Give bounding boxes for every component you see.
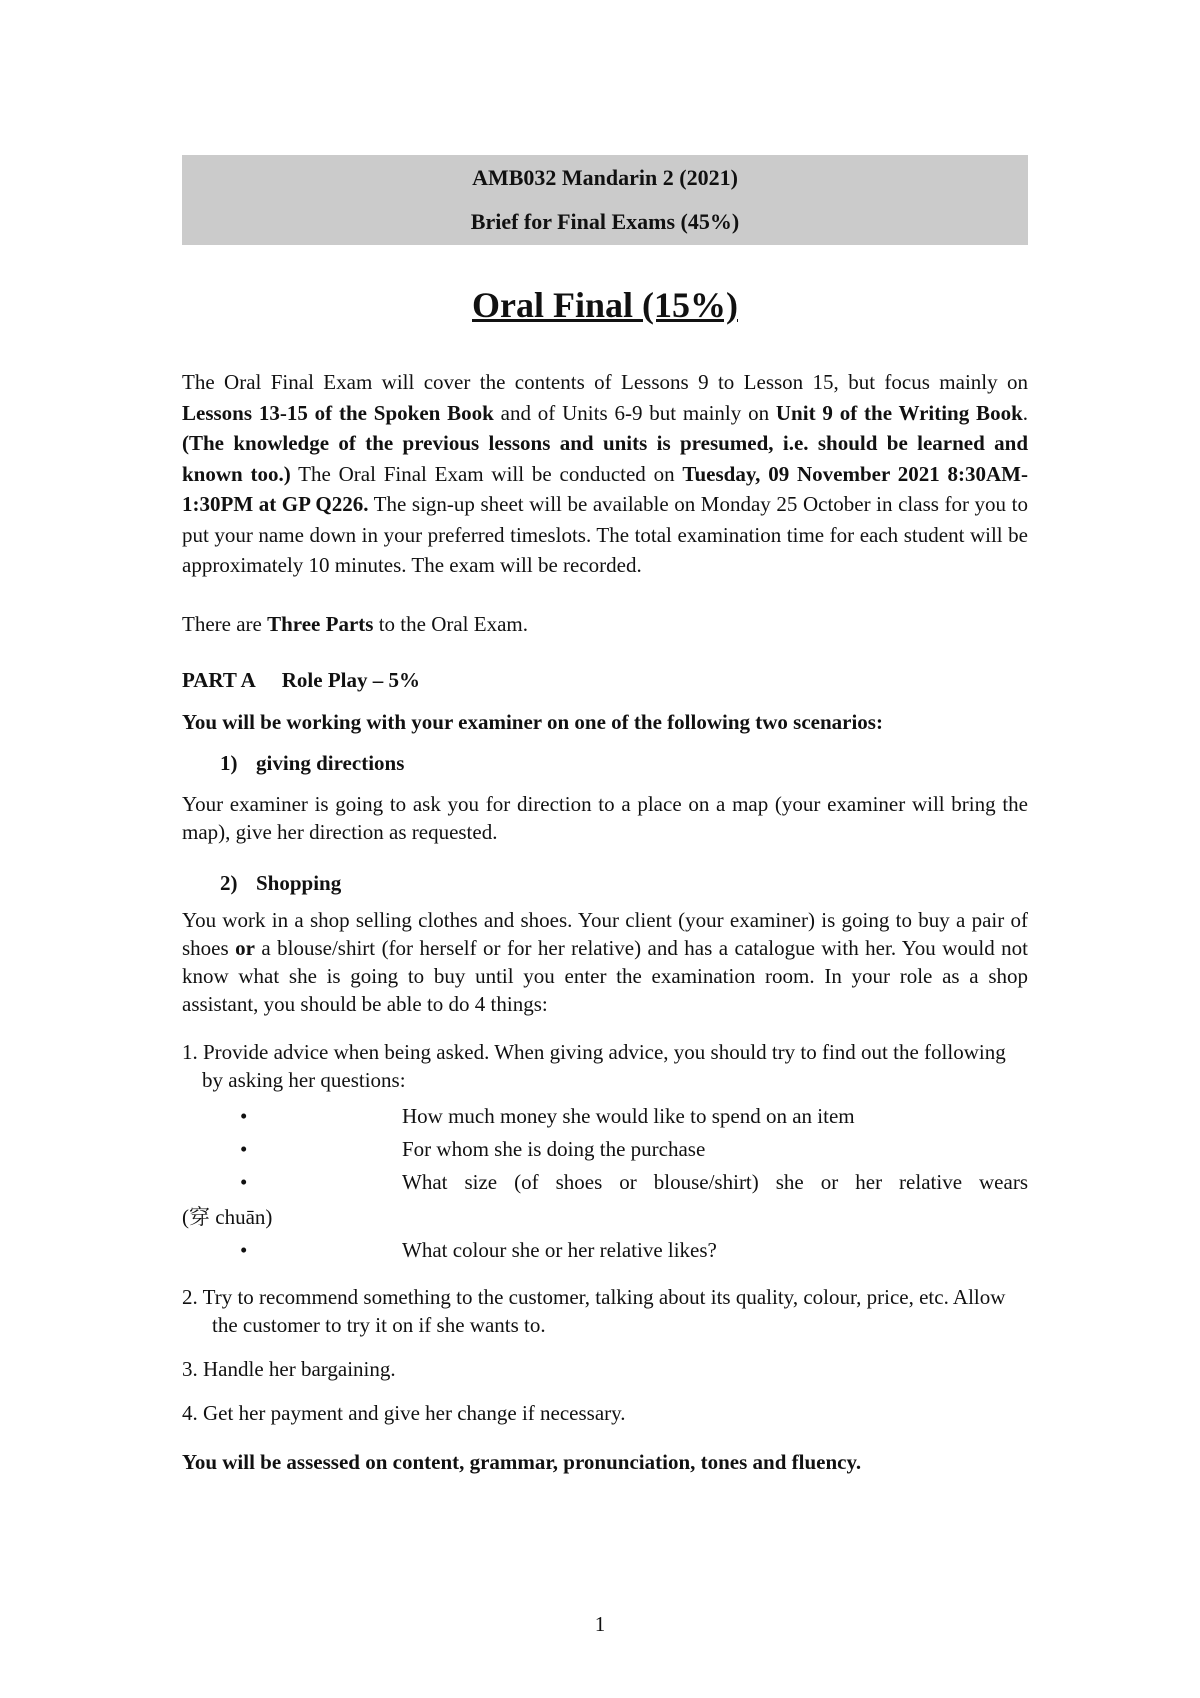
course-title: AMB032 Mandarin 2 (2021) bbox=[472, 165, 738, 190]
task-2-text: Try to recommend something to the customer, talking about its quality, colour, price, etc. Allow the customer to try it on if she wants to. bbox=[202, 1284, 1006, 1337]
parts-intro-bold: Three Parts bbox=[267, 611, 374, 636]
intro-text: The Oral Final Exam will cover the contents of Lessons 9 to Lesson 15, but focus mainly on bbox=[182, 370, 1028, 394]
task-4-text: Get her payment and give her change if necessary. bbox=[203, 1400, 626, 1425]
bullet-text: What colour she or her relative likes? bbox=[402, 1237, 717, 1262]
task-3-text: Handle her bargaining. bbox=[203, 1356, 396, 1381]
list-item bbox=[182, 1100, 1028, 1133]
bullet-icon: • bbox=[240, 1103, 248, 1128]
page-title: Oral Final (15%) bbox=[472, 285, 738, 325]
intro-bold-unit: Unit 9 of the Writing Book bbox=[775, 400, 1023, 425]
intro-text: The Oral Final Exam will be conducted on bbox=[290, 461, 683, 486]
page-number: 1 bbox=[594, 1612, 606, 1636]
assessment-note: You will be assessed on content, grammar, pronunciation, tones and fluency. bbox=[182, 1449, 862, 1474]
intro-bold-lessons: Lessons 13-15 of the Spoken Book bbox=[182, 400, 494, 425]
brief-title: Brief for Final Exams (45%) bbox=[470, 209, 740, 234]
part-a-heading bbox=[182, 665, 1028, 695]
bullet-text: For whom she is doing the purchase bbox=[402, 1136, 706, 1161]
header-box bbox=[182, 155, 1028, 245]
part-a-instruction: You will be working with your examiner on one of the following two scenarios: bbox=[182, 710, 883, 734]
part-a-title: Role Play – 5% bbox=[281, 668, 420, 692]
bullet-text: How much money she would like to spend on an item bbox=[402, 1103, 855, 1128]
intro-text: . bbox=[1022, 400, 1028, 425]
scenario-1-heading bbox=[220, 748, 1028, 778]
bullet-icon: • bbox=[240, 1136, 248, 1161]
scenario-1-text: Your examiner is going to ask you for direction to a place on a map (your examiner will bring the map), give her direction as requested. bbox=[182, 791, 1028, 844]
list-item bbox=[182, 1133, 1028, 1166]
parts-intro-text: to the Oral Exam. bbox=[373, 611, 528, 636]
task-1-text: Provide advice when being asked. When giving advice, you should try to find out the following by asking her questions: bbox=[202, 1039, 1006, 1092]
parts-intro bbox=[182, 609, 1028, 640]
list-item bbox=[182, 1234, 1028, 1267]
task-2-number: 2. bbox=[182, 1284, 198, 1309]
bullet-icon: • bbox=[240, 1237, 248, 1262]
scenario-2-text-part: a blouse/shirt (for herself or for her relative) and has a catalogue with her. You would not know what she is going to buy until you enter the examination room. In your role as a shop assistant, you should be able to do 4 things: bbox=[182, 935, 1028, 1016]
scenario-2-heading bbox=[220, 868, 1028, 898]
bullet-text: What size (of shoes or blouse/shirt) she or her relative wears bbox=[402, 1169, 1028, 1194]
scenario-2-text bbox=[182, 906, 1028, 1018]
intro-bold-date: Tuesday, 09 November 2021 8:30AM-1:30PM at GP Q226. bbox=[182, 461, 1028, 516]
task-1 bbox=[182, 1038, 1028, 1094]
scenario-2-bold-or: or bbox=[235, 935, 255, 960]
intro-text: The sign-up sheet will be available on Monday 25 October in class for you to put your name down in your preferred timeslots. The total examination time for each student will be approximately 10 minutes. The exam will be recorded. bbox=[182, 492, 1028, 577]
parts-intro-text: There are bbox=[182, 611, 268, 636]
task-3-number: 3. bbox=[182, 1356, 198, 1381]
scenario-1-title: giving directions bbox=[256, 750, 405, 775]
scenario-2-number: 2) bbox=[220, 870, 238, 895]
task-1-number: 1. bbox=[182, 1039, 198, 1064]
question-list bbox=[182, 1100, 1028, 1267]
bullet-text-continued: (穿 chuān) bbox=[182, 1204, 273, 1229]
scenario-2-title: Shopping bbox=[256, 870, 342, 895]
scenario-2-text-part: You work in a shop selling clothes and shoes. Your client (your examiner) is going to buy a pair of shoes bbox=[182, 907, 1028, 960]
part-a-label: PART A bbox=[182, 668, 256, 692]
list-item bbox=[182, 1166, 1028, 1234]
intro-paragraph bbox=[182, 367, 1028, 581]
intro-text: and of Units 6-9 but mainly on bbox=[493, 400, 776, 425]
task-4-number: 4. bbox=[182, 1400, 198, 1425]
task-3 bbox=[182, 1355, 1028, 1383]
task-4 bbox=[182, 1399, 1028, 1427]
intro-bold-presumed: (The knowledge of the previous lessons and units is presumed, i.e. should be learned and known too.) bbox=[182, 431, 1028, 486]
task-2 bbox=[182, 1283, 1028, 1339]
scenario-1-number: 1) bbox=[220, 750, 238, 775]
document-page bbox=[182, 155, 1028, 1477]
bullet-icon: • bbox=[240, 1169, 248, 1194]
